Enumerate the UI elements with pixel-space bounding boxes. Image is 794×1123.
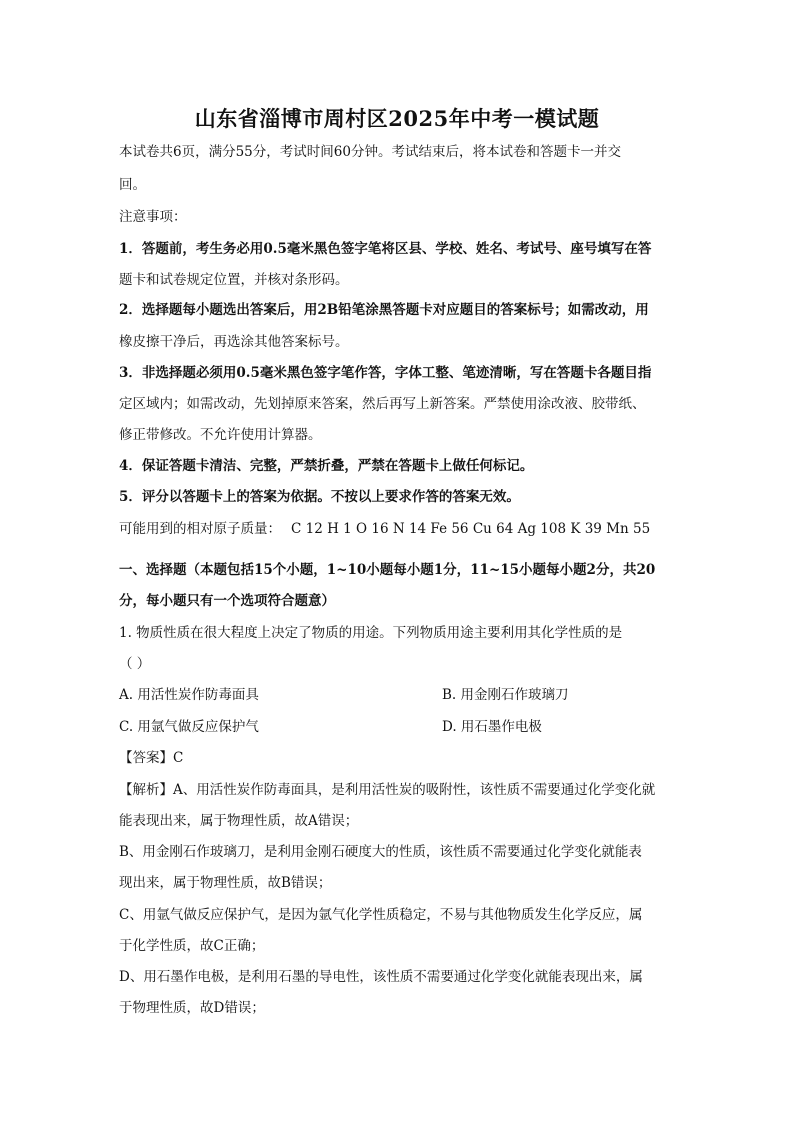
note-2-cont: 橡皮擦干净后，再选涂其他答案标号。 — [119, 334, 349, 350]
section-heading-cont: 分，每小题只有一个选项符合题意） — [119, 593, 335, 609]
option-a: A. 用活性炭作防毒面具 — [119, 687, 259, 703]
note-3: 3．非选择题必须用0.5毫米黑色签字笔作答，字体工整、笔迹清晰，写在答题卡各题目指 — [119, 365, 652, 381]
analysis-b: B、用金刚石作玻璃刀，是利用金刚石硬度大的性质，该性质不需要通过化学变化就能表 — [119, 844, 642, 860]
note-5: 5．评分以答题卡上的答案为依据。不按以上要求作答的答案无效。 — [119, 489, 520, 505]
notes-heading: 注意事项： — [119, 209, 187, 225]
analysis-d: D、用石墨作电极，是利用石墨的导电性，该性质不需要通过化学变化就能表现出来，属 — [119, 969, 643, 985]
question-1-stem: 1. 物质性质在很大程度上决定了物质的用途。下列物质用途主要利用其化学性质的是 — [119, 625, 623, 641]
analysis-c: C、用氩气做反应保护气，是因为氩气化学性质稳定，不易与其他物质发生化学反应，属 — [119, 907, 643, 923]
analysis-d-cont: 于物理性质，故D错误； — [119, 1000, 265, 1016]
note-4: 4．保证答题卡清洁、完整，严禁折叠，严禁在答题卡上做任何标记。 — [119, 458, 534, 474]
note-2: 2．选择题每小题选出答案后，用2B铅笔涂黑答题卡对应题目的答案标号；如需改动，用 — [119, 302, 649, 318]
option-b: B. 用金刚石作玻璃刀 — [442, 687, 569, 703]
analysis-a-cont: 能表现出来，属于物理性质，故A错误； — [119, 813, 359, 829]
note-1: 1．答题前，考生务必用0.5毫米黑色签字笔将区县、学校、姓名、考试号、座号填写在答 — [119, 241, 652, 257]
note-3-cont: 修正带修改。不允许使用计算器。 — [119, 427, 322, 443]
option-c: C. 用氩气做反应保护气 — [119, 719, 259, 735]
note-1-cont: 题卡和试卷规定位置，并核对条形码。 — [119, 272, 349, 288]
analysis-a: 【解析】A、用活性炭作防毒面具，是利用活性炭的吸附性，该性质不需要通过化学变化就 — [119, 782, 656, 798]
atomic-mass-line — [119, 520, 681, 538]
question-1-blank: （ ） — [119, 656, 151, 672]
atomic-mass-label: 可能用到的相对原子质量： — [119, 521, 281, 537]
option-d: D. 用石墨作电极 — [442, 719, 542, 735]
intro-line: 回。 — [119, 177, 146, 193]
analysis-c-cont: 于化学性质，故C正确； — [119, 938, 265, 954]
section-heading: 一、选择题（本题包括15个小题，1~10小题每小题1分，11~15小题每小题2分，共20 — [119, 562, 656, 578]
atomic-mass-values: C 12 H 1 O 16 N 14 Fe 56 Cu 64 Ag 108 K 39 Mn 55 — [291, 521, 651, 537]
answer: 【答案】C — [119, 750, 184, 766]
intro-line: 本试卷共6页，满分55分，考试时间60分钟。考试结束后，将本试卷和答题卡一并交 — [119, 144, 621, 160]
page-title: 山东省淄博市周村区2025年中考一模试题 — [194, 106, 600, 131]
analysis-b-cont: 现出来，属于物理性质，故B错误； — [119, 875, 332, 891]
note-3-cont: 定区域内；如需改动，先划掉原来答案，然后再写上新答案。严禁使用涂改液、胶带纸、 — [119, 396, 646, 412]
